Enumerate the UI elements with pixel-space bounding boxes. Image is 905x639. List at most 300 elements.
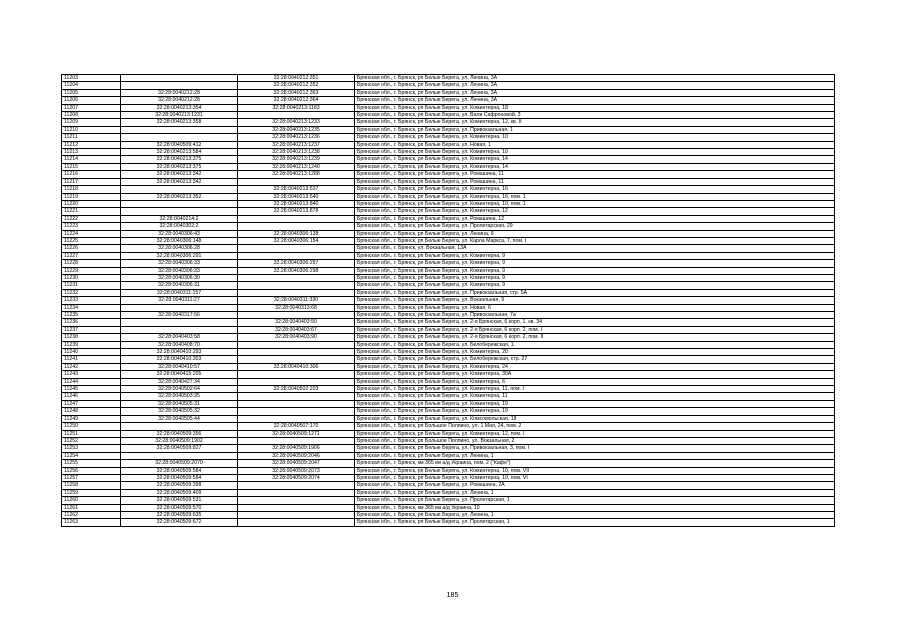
- table-row: [62, 75, 835, 82]
- row-number-cell: 11238: [62, 334, 121, 341]
- building-cadastral-number-cell: 32:28:0040509:2074: [238, 474, 355, 481]
- land-cadastral-number-cell: 32:28:0040214:2: [121, 215, 238, 222]
- building-cadastral-number-cell: 32:28:0040212:363: [238, 89, 355, 96]
- address-cell: Брянская обл., г. Брянск, рп Белые Берега, ул. Коминтерна, 18: [355, 104, 835, 111]
- table-row: [62, 504, 835, 511]
- building-cadastral-number-cell: 32:28:0040213:1233: [238, 119, 355, 126]
- land-cadastral-number-cell: [121, 126, 238, 133]
- building-cadastral-number-cell: 32:28:0040306:154: [238, 237, 355, 244]
- address-cell: Брянская обл., г. Брянск, рп Белые Берега, ул. Коминтерна, 19: [355, 408, 835, 415]
- row-number-cell: 11237: [62, 326, 121, 333]
- table-row: [62, 430, 835, 437]
- building-cadastral-number-cell: 32:28:0040212:364: [238, 97, 355, 104]
- table-row: [62, 489, 835, 496]
- row-number-cell: 11207: [62, 104, 121, 111]
- table-row: [62, 245, 835, 252]
- page-number: 185: [446, 592, 459, 599]
- table-row: [62, 274, 835, 281]
- building-cadastral-number-cell: [238, 511, 355, 518]
- row-number-cell: 11260: [62, 497, 121, 504]
- table-row: [62, 334, 835, 341]
- table-row: [62, 104, 835, 111]
- row-number-cell: 11221: [62, 208, 121, 215]
- row-number-cell: 11232: [62, 289, 121, 296]
- address-cell: Брянская обл., г. Брянск, рп Белые Берега, ул. Коминтерна, 24: [355, 363, 835, 370]
- building-cadastral-number-cell: 32:28:0040212:351: [238, 75, 355, 82]
- row-number-cell: 11228: [62, 260, 121, 267]
- address-cell: Брянская обл., г. Брянск, рп Белые Берега, ул. Карла Маркса, 7, пом. I: [355, 237, 835, 244]
- building-cadastral-number-cell: [238, 223, 355, 230]
- building-cadastral-number-cell: 32:28:0040509:2046: [238, 452, 355, 459]
- building-cadastral-number-cell: 32:28:0040213:1238: [238, 149, 355, 156]
- land-cadastral-number-cell: 32:28:0040509:356: [121, 430, 238, 437]
- building-cadastral-number-cell: 32:28:0040509:1906: [238, 445, 355, 452]
- building-cadastral-number-cell: [238, 489, 355, 496]
- building-cadastral-number-cell: [238, 504, 355, 511]
- land-cadastral-number-cell: 32:28:0040306:291: [121, 252, 238, 259]
- address-cell: Брянская обл., г. Брянск, рп Белые Берега, ул. Вокзальная, 9: [355, 297, 835, 304]
- table-row: [62, 452, 835, 459]
- land-cadastral-number-cell: [121, 75, 238, 82]
- row-number-cell: 11206: [62, 97, 121, 104]
- building-cadastral-number-cell: 32:28:0040403:90: [238, 334, 355, 341]
- address-cell: Брянская обл., г. Брянск, рп Белые Берега, ул. Белобережская, 1: [355, 341, 835, 348]
- building-cadastral-number-cell: [238, 274, 355, 281]
- row-number-cell: 11213: [62, 149, 121, 156]
- address-cell: Брянская обл., г. Брянск, рп Белые Берега, ул. Комсомольская, 18: [355, 415, 835, 422]
- land-cadastral-number-cell: 32:28:0040509:827: [121, 445, 238, 452]
- address-cell: Брянская обл., г. Брянск, рп Белые Берега, ул. Ленина, 3А: [355, 75, 835, 82]
- row-number-cell: 11243: [62, 371, 121, 378]
- address-cell: Брянская обл., г. Брянск, рп Белые Берега, ул. Коминтерна, 30А: [355, 371, 835, 378]
- table-row: [62, 215, 835, 222]
- table-row: [62, 445, 835, 452]
- land-cadastral-number-cell: 32:28:0040509:409: [121, 489, 238, 496]
- land-cadastral-number-cell: 32:28:0040213:375: [121, 163, 238, 170]
- table-row: [62, 208, 835, 215]
- row-number-cell: 11236: [62, 319, 121, 326]
- building-cadastral-number-cell: [238, 112, 355, 119]
- row-number-cell: 11231: [62, 282, 121, 289]
- land-cadastral-number-cell: 32:28:0040213:1231: [121, 112, 238, 119]
- row-number-cell: 11230: [62, 274, 121, 281]
- table-row: [62, 393, 835, 400]
- building-cadastral-number-cell: [238, 245, 355, 252]
- land-cadastral-number-cell: 32:28:0040509:2070: [121, 460, 238, 467]
- row-number-cell: 11223: [62, 223, 121, 230]
- building-cadastral-number-cell: 32:28:0040213:540: [238, 193, 355, 200]
- row-number-cell: 11233: [62, 297, 121, 304]
- land-cadastral-number-cell: 32:28:0040503:35: [121, 393, 238, 400]
- building-cadastral-number-cell: [238, 252, 355, 259]
- land-cadastral-number-cell: 32:28:0040427:34: [121, 378, 238, 385]
- address-cell: Брянская обл., г. Брянск, рп Белые Берега, ул. Ромашина, 11: [355, 171, 835, 178]
- row-number-cell: 11225: [62, 237, 121, 244]
- row-number-cell: 11239: [62, 341, 121, 348]
- address-cell: Брянская обл., г. Брянск, рп Белые Берега, ул. Ленина, 3А: [355, 82, 835, 89]
- land-cadastral-number-cell: 32:28:0040212:28: [121, 89, 238, 96]
- table-row: [62, 519, 835, 526]
- registry-table-body: [62, 75, 835, 527]
- building-cadastral-number-cell: [238, 482, 355, 489]
- address-cell: Брянская обл., г. Брянск, рп Белые Берега, ул. Коминтерна, 11, пом. I: [355, 386, 835, 393]
- row-number-cell: 11218: [62, 186, 121, 193]
- table-row: [62, 156, 835, 163]
- table-row: [62, 408, 835, 415]
- building-cadastral-number-cell: 32:28:0040213:840: [238, 200, 355, 207]
- building-cadastral-number-cell: 32:28:0040212:352: [238, 82, 355, 89]
- building-cadastral-number-cell: 32:28:0040410:306: [238, 363, 355, 370]
- row-number-cell: 11251: [62, 430, 121, 437]
- building-cadastral-number-cell: 32:28:0040509:1271: [238, 430, 355, 437]
- table-row: [62, 400, 835, 407]
- land-cadastral-number-cell: 32:28:0040213:342: [121, 178, 238, 185]
- row-number-cell: 11222: [62, 215, 121, 222]
- row-number-cell: 11250: [62, 423, 121, 430]
- address-cell: Брянская обл., г. Брянск, рп Белые Берега, ул. 2-я Брянская, 6 корп. 1, кв. 34: [355, 319, 835, 326]
- address-cell: Брянская обл., г. Брянск, рп Белые Берега, ул. Коминтерна, 16, пом. 1: [355, 193, 835, 200]
- address-cell: Брянская обл., г. Брянск, рп Белые Берега, ул. Коминтерна, 10: [355, 134, 835, 141]
- row-number-cell: 11217: [62, 178, 121, 185]
- land-cadastral-number-cell: 32:28:0040509:1902: [121, 437, 238, 444]
- table-row: [62, 171, 835, 178]
- row-number-cell: 11224: [62, 230, 121, 237]
- row-number-cell: 11258: [62, 482, 121, 489]
- row-number-cell: 11210: [62, 126, 121, 133]
- address-cell: Брянская обл., г. Брянск, рп Белые Берега, ул. Коминтерна, 14: [355, 156, 835, 163]
- address-cell: Брянская обл., г. Брянск, рп Белые Берега, ул. Коминтерна, 12, пом. I: [355, 430, 835, 437]
- land-cadastral-number-cell: 32:28:0040410:293: [121, 349, 238, 356]
- building-cadastral-number-cell: [238, 371, 355, 378]
- land-cadastral-number-cell: 32:28:0040306:43: [121, 230, 238, 237]
- land-cadastral-number-cell: 32:28:0040213:352: [121, 193, 238, 200]
- building-cadastral-number-cell: 32:28:0040213:1235: [238, 126, 355, 133]
- address-cell: Брянская обл., г. Брянск, рп Белые Берега, ул. 2-я Брянская, 6 корп. 2, пом. II: [355, 334, 835, 341]
- address-cell: Брянская обл., г. Брянск, рп Белые Берега, ул. Коминтерна, 9: [355, 267, 835, 274]
- address-cell: Брянская обл., г. Брянск, рп Белые Берега, ул. Коминтерна, 19: [355, 400, 835, 407]
- land-cadastral-number-cell: [121, 452, 238, 459]
- address-cell: Брянская обл., г. Брянск, рп Белые Берега, ул. Коминтерна, 10, пом. 1: [355, 200, 835, 207]
- row-number-cell: 11262: [62, 511, 121, 518]
- row-number-cell: 11204: [62, 82, 121, 89]
- building-cadastral-number-cell: 32:28:0040502:203: [238, 386, 355, 393]
- row-number-cell: 11203: [62, 75, 121, 82]
- row-number-cell: 11241: [62, 356, 121, 363]
- address-cell: Брянская обл., г. Брянск, рп Белые Берега, ул. Коминтерна, 16: [355, 186, 835, 193]
- table-row: [62, 112, 835, 119]
- land-cadastral-number-cell: 32:28:0040415:205: [121, 371, 238, 378]
- land-cadastral-number-cell: 32:28:0040306:28: [121, 245, 238, 252]
- table-row: [62, 193, 835, 200]
- building-cadastral-number-cell: 32:28:0040213:1288: [238, 171, 355, 178]
- land-cadastral-number-cell: 32:28:0040306:33: [121, 267, 238, 274]
- land-cadastral-number-cell: 32:28:0040509:398: [121, 482, 238, 489]
- building-cadastral-number-cell: [238, 312, 355, 319]
- land-cadastral-number-cell: 32:28:0040311:27: [121, 297, 238, 304]
- registry-table: [61, 74, 835, 527]
- address-cell: Брянская обл., г. Брянск, рп Белые Берега, ул. Вали Сафроновой, 3: [355, 112, 835, 119]
- land-cadastral-number-cell: 32:28:0040509:570: [121, 504, 238, 511]
- table-row: [62, 497, 835, 504]
- row-number-cell: 11249: [62, 415, 121, 422]
- building-cadastral-number-cell: 32:28:0040213:1240: [238, 163, 355, 170]
- land-cadastral-number-cell: 32:28:0040212:28: [121, 97, 238, 104]
- address-cell: Брянская обл., г. Брянск, рп Белые Берега, ул. Ленина, 6: [355, 230, 835, 237]
- land-cadastral-number-cell: 32:28:0040213:375: [121, 156, 238, 163]
- row-number-cell: 11252: [62, 437, 121, 444]
- building-cadastral-number-cell: 32:28:0040306:298: [238, 267, 355, 274]
- building-cadastral-number-cell: 32:28:0040509:2073: [238, 467, 355, 474]
- address-cell: Брянская обл., г. Брянск, рп Белые Берега, ул. Привокзальная, 7а: [355, 312, 835, 319]
- land-cadastral-number-cell: 32:28:0040403:58: [121, 334, 238, 341]
- land-cadastral-number-cell: 32:28:0040317:56: [121, 312, 238, 319]
- building-cadastral-number-cell: 32:28:0040311:330: [238, 297, 355, 304]
- land-cadastral-number-cell: 32:28:0040509:672: [121, 519, 238, 526]
- table-row: [62, 304, 835, 311]
- land-cadastral-number-cell: [121, 208, 238, 215]
- row-number-cell: 11209: [62, 119, 121, 126]
- row-number-cell: 11219: [62, 193, 121, 200]
- table-row: [62, 378, 835, 385]
- building-cadastral-number-cell: 32:28:0040306:138: [238, 230, 355, 237]
- table-row: [62, 134, 835, 141]
- row-number-cell: 11212: [62, 141, 121, 148]
- land-cadastral-number-cell: 32:28:0040509:584: [121, 467, 238, 474]
- row-number-cell: 11229: [62, 267, 121, 274]
- building-cadastral-number-cell: [238, 393, 355, 400]
- row-number-cell: 11211: [62, 134, 121, 141]
- building-cadastral-number-cell: 32:28:0040213:1237: [238, 141, 355, 148]
- table-row: [62, 371, 835, 378]
- land-cadastral-number-cell: 32:28:0040213:354: [121, 104, 238, 111]
- land-cadastral-number-cell: 32:28:0040509:412: [121, 141, 238, 148]
- row-number-cell: 11261: [62, 504, 121, 511]
- table-row: [62, 474, 835, 481]
- land-cadastral-number-cell: [121, 186, 238, 193]
- building-cadastral-number-cell: [238, 356, 355, 363]
- row-number-cell: 11259: [62, 489, 121, 496]
- building-cadastral-number-cell: [238, 289, 355, 296]
- address-cell: Брянская обл., г. Брянск, рп Белые Берега, ул. Новая, 1: [355, 141, 835, 148]
- address-cell: Брянская обл., г. Брянск, рп Белые Берега, ул. Ленина, 1: [355, 452, 835, 459]
- address-cell: Брянская обл., г. Брянск, рп Белые Берега, ул. Ленина, 3А: [355, 97, 835, 104]
- row-number-cell: 11263: [62, 519, 121, 526]
- table-row: [62, 97, 835, 104]
- building-cadastral-number-cell: [238, 282, 355, 289]
- building-cadastral-number-cell: 32:28:0040509:2047: [238, 460, 355, 467]
- building-cadastral-number-cell: 32:28:0040507:170: [238, 423, 355, 430]
- address-cell: Брянская обл., г. Брянск, рп Белые Берега, ул. Белобережская, стр. 27: [355, 356, 835, 363]
- row-number-cell: 11208: [62, 112, 121, 119]
- land-cadastral-number-cell: [121, 134, 238, 141]
- row-number-cell: 11242: [62, 363, 121, 370]
- building-cadastral-number-cell: [238, 408, 355, 415]
- address-cell: Брянская обл., г. Брянск, рп Белые Берега, ул. Привокзальная, 3, пом. I: [355, 445, 835, 452]
- table-row: [62, 341, 835, 348]
- land-cadastral-number-cell: [121, 326, 238, 333]
- table-row: [62, 119, 835, 126]
- address-cell: Брянская обл., г. Брянск, рп Белые Берега, ул. Пролетарская, 29: [355, 223, 835, 230]
- address-cell: Брянская обл., г. Брянск, рп Белые Берега, ул. Ленина, 1: [355, 511, 835, 518]
- row-number-cell: 11226: [62, 245, 121, 252]
- building-cadastral-number-cell: [238, 349, 355, 356]
- building-cadastral-number-cell: [238, 178, 355, 185]
- address-cell: Брянская обл., г. Брянск, рп Белые Берега, ул. Коминтерна, 11: [355, 393, 835, 400]
- row-number-cell: 11248: [62, 408, 121, 415]
- table-row: [62, 297, 835, 304]
- land-cadastral-number-cell: 32:28:0040505:44: [121, 415, 238, 422]
- address-cell: Брянская обл., г. Брянск, рп Белые Берега, ул. Ленина, 3А: [355, 89, 835, 96]
- table-row: [62, 230, 835, 237]
- row-number-cell: 11253: [62, 445, 121, 452]
- building-cadastral-number-cell: 32:28:0040313:68: [238, 304, 355, 311]
- table-row: [62, 319, 835, 326]
- building-cadastral-number-cell: 32:28:0040306:297: [238, 260, 355, 267]
- row-number-cell: 11220: [62, 200, 121, 207]
- building-cadastral-number-cell: [238, 519, 355, 526]
- land-cadastral-number-cell: [121, 423, 238, 430]
- table-row: [62, 237, 835, 244]
- table-row: [62, 89, 835, 96]
- land-cadastral-number-cell: 32:28:0040213:584: [121, 149, 238, 156]
- land-cadastral-number-cell: 32:28:0040509:531: [121, 497, 238, 504]
- address-cell: Брянская обл., г. Брянск, рп Белые Берега, ул. Коминтерна, 9: [355, 274, 835, 281]
- land-cadastral-number-cell: 32:28:0040509:584: [121, 474, 238, 481]
- address-cell: Брянская обл., г. Брянск, рп Белые Берега, ул. Привокзальная, 1: [355, 126, 835, 133]
- address-cell: Брянская обл., г. Брянск, рп Белые Берега, ул. Коминтерна, 9: [355, 282, 835, 289]
- table-row: [62, 141, 835, 148]
- building-cadastral-number-cell: [238, 415, 355, 422]
- row-number-cell: 11246: [62, 393, 121, 400]
- address-cell: Брянская обл., г. Брянск, рп Белые Берега, ул. Новая, 6: [355, 304, 835, 311]
- address-cell: Брянская обл., г. Брянск, рп Белые Берега, ул. Пролетарская, 1: [355, 519, 835, 526]
- table-row: [62, 200, 835, 207]
- building-cadastral-number-cell: [238, 437, 355, 444]
- address-cell: Брянская обл., г. Брянск, км 365 км а/д Украина, пом. 2 ("Кафе"): [355, 460, 835, 467]
- address-cell: Брянская обл., г. Брянск, рп Белые Берега, ул. Коминтерна, 6: [355, 378, 835, 385]
- row-number-cell: 11227: [62, 252, 121, 259]
- table-row: [62, 186, 835, 193]
- address-cell: Брянская обл., г. Брянск, рп Белые Берега, ул. Ленина, 1: [355, 489, 835, 496]
- land-cadastral-number-cell: 32:28:0040213:358: [121, 119, 238, 126]
- land-cadastral-number-cell: 32:28:0040311:157: [121, 289, 238, 296]
- table-row: [62, 482, 835, 489]
- table-row: [62, 349, 835, 356]
- table-row: [62, 386, 835, 393]
- table-row: [62, 289, 835, 296]
- address-cell: Брянская обл., г. Брянск, рп Белые Берега, ул. Коминтерна, 12, кв. II: [355, 119, 835, 126]
- building-cadastral-number-cell: [238, 215, 355, 222]
- address-cell: Брянская обл., г. Брянск, рп Белые Берега, ул. Коминтерна, 20: [355, 349, 835, 356]
- address-cell: Брянская обл., г. Брянск, рп Белые Берега, ул. Коминтерна, 10, пом. VII: [355, 467, 835, 474]
- table-row: [62, 326, 835, 333]
- table-row: [62, 267, 835, 274]
- building-cadastral-number-cell: 32:28:0040213:1183: [238, 104, 355, 111]
- building-cadastral-number-cell: 32:28:0040403:50: [238, 319, 355, 326]
- table-row: [62, 260, 835, 267]
- land-cadastral-number-cell: 32:28:0040306:31: [121, 282, 238, 289]
- row-number-cell: 11255: [62, 460, 121, 467]
- table-row: [62, 223, 835, 230]
- address-cell: Брянская обл., г. Брянск, км 365 км а/д Украина, 10: [355, 504, 835, 511]
- address-cell: Брянская обл., г. Брянск, рп Белые Берега, ул. Коминтерна, 10: [355, 149, 835, 156]
- land-cadastral-number-cell: [121, 304, 238, 311]
- building-cadastral-number-cell: 32:28:0040213:1239: [238, 156, 355, 163]
- table-row: [62, 163, 835, 170]
- row-number-cell: 11235: [62, 312, 121, 319]
- table-row: [62, 252, 835, 259]
- table-row: [62, 511, 835, 518]
- address-cell: Брянская обл., г. Брянск, рп Белые Берега, ул. Коминтерна, 9: [355, 252, 835, 259]
- land-cadastral-number-cell: 32:28:0040408:70: [121, 341, 238, 348]
- building-cadastral-number-cell: [238, 378, 355, 385]
- row-number-cell: 11234: [62, 304, 121, 311]
- building-cadastral-number-cell: 32:28:0040213:537: [238, 186, 355, 193]
- land-cadastral-number-cell: 32:28:0040306:33: [121, 260, 238, 267]
- address-cell: Брянская обл., г. Брянск, рп Белые Берега, ул. Коминтерна, 14: [355, 163, 835, 170]
- table-row: [62, 312, 835, 319]
- land-cadastral-number-cell: 32:28:0040213:342: [121, 171, 238, 178]
- land-cadastral-number-cell: [121, 82, 238, 89]
- land-cadastral-number-cell: [121, 200, 238, 207]
- table-row: [62, 356, 835, 363]
- table-row: [62, 423, 835, 430]
- row-number-cell: 11256: [62, 467, 121, 474]
- address-cell: Брянская обл., г. Брянск, рп Белые Берега, ул. Ромашина, 2А: [355, 482, 835, 489]
- address-cell: Брянская обл., г. Брянск, рп Белые Берега, ул. Ромашина, 11: [355, 178, 835, 185]
- land-cadastral-number-cell: [121, 319, 238, 326]
- address-cell: Брянская обл., г. Брянск, рп Белые Берега, ул. Коминтерна, 9: [355, 260, 835, 267]
- row-number-cell: 11205: [62, 89, 121, 96]
- land-cadastral-number-cell: 32:28:0040502:64: [121, 386, 238, 393]
- building-cadastral-number-cell: [238, 497, 355, 504]
- row-number-cell: 11240: [62, 349, 121, 356]
- address-cell: Брянская обл., г. Брянск, рп Большое Полпино, ул. Вокзальная, 2: [355, 437, 835, 444]
- row-number-cell: 11245: [62, 386, 121, 393]
- building-cadastral-number-cell: 32:28:0040213:1236: [238, 134, 355, 141]
- land-cadastral-number-cell: 32:28:0040505:32: [121, 408, 238, 415]
- table-row: [62, 282, 835, 289]
- building-cadastral-number-cell: [238, 341, 355, 348]
- table-row: [62, 126, 835, 133]
- table-row: [62, 437, 835, 444]
- table-row: [62, 460, 835, 467]
- row-number-cell: 11215: [62, 163, 121, 170]
- row-number-cell: 11216: [62, 171, 121, 178]
- address-cell: Брянская обл., г. Брянск, рп Белые Берега, ул. Коминтерна, 10, пом. VI: [355, 474, 835, 481]
- row-number-cell: 11247: [62, 400, 121, 407]
- table-row: [62, 82, 835, 89]
- row-number-cell: 11257: [62, 474, 121, 481]
- address-cell: Брянская обл., г. Брянск, рп Белые Берега, ул. Привокзальная, стр. 5А: [355, 289, 835, 296]
- land-cadastral-number-cell: 32:28:0040505:31: [121, 400, 238, 407]
- land-cadastral-number-cell: 32:28:0040306:30: [121, 274, 238, 281]
- table-row: [62, 178, 835, 185]
- row-number-cell: 11214: [62, 156, 121, 163]
- table-row: [62, 415, 835, 422]
- land-cadastral-number-cell: 32:28:0040410:303: [121, 356, 238, 363]
- address-cell: Брянская обл., г. Брянск, рп Белые Берега, ул. Пролетарская, 1: [355, 497, 835, 504]
- address-cell: Брянская обл., г. Брянск, рп Белые Берега, ул. Ромашина, 12: [355, 215, 835, 222]
- land-cadastral-number-cell: 32:28:0040410:57: [121, 363, 238, 370]
- building-cadastral-number-cell: 32:28:0040213:878: [238, 208, 355, 215]
- table-row: [62, 363, 835, 370]
- building-cadastral-number-cell: [238, 400, 355, 407]
- address-cell: Брянская обл., г. Брянск, рп Белые Берега, ул. Коминтерна, 12: [355, 208, 835, 215]
- address-cell: Брянская обл., г. Брянск, ул. Вокзальная, 13А: [355, 245, 835, 252]
- address-cell: Брянская обл., г. Брянск, рп Большое Полпино, ул. 1 Мая, 24, пом. 2: [355, 423, 835, 430]
- land-cadastral-number-cell: 32:28:0040302:2: [121, 223, 238, 230]
